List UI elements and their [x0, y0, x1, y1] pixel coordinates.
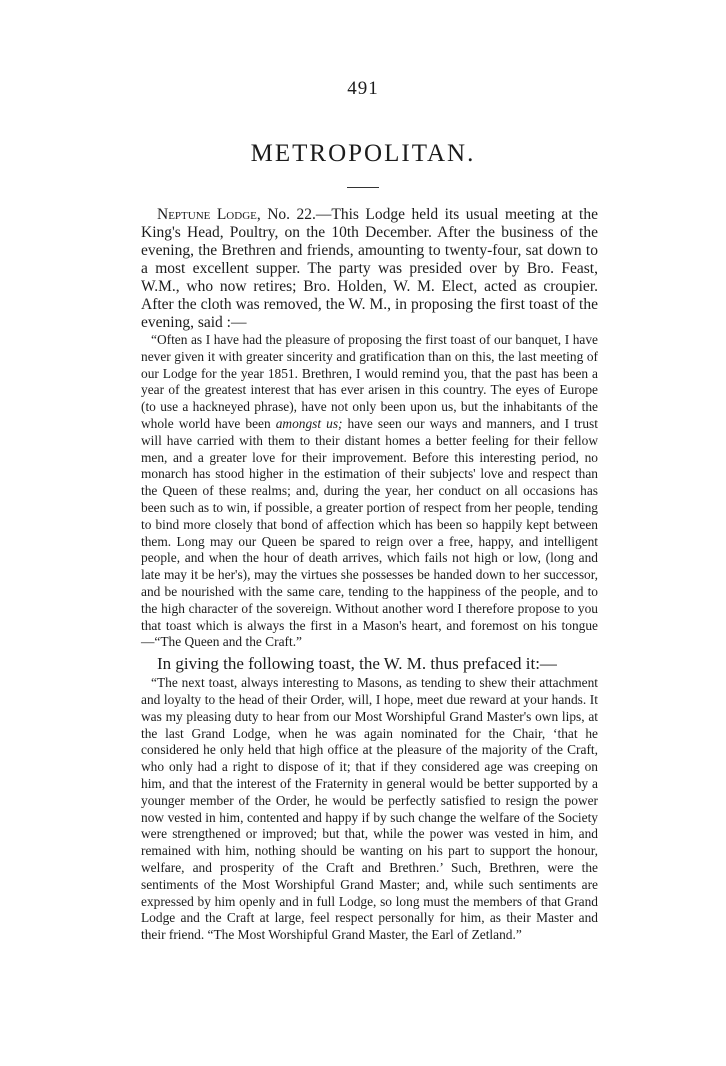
lodge-name: Neptune Lodge — [157, 206, 257, 223]
article-body — [141, 206, 598, 944]
preface-paragraph: In giving the following toast, the W. M. thus prefaced it:— — [157, 654, 557, 674]
queen-toast-text-b: have seen our ways and manners, and I trust will have carried with them to their distant homes a better feeling for their fellow men, and a greater love for their improvement. Before this interesting period, no monarch has stood higher in the estimation of their subjects' love and respect than the Queen of these realms; and, during the year, her conduct on all occasions has been such as to win, if possible, a greater portion of respect from her people, tending to bind more closely that bond of affection which has been so happily kept between them. Long may our Queen be spared to reign over a free, happy, and intelligent people, and when the hour of death arrives, which fails not high or low, (long and late may it be her's), may the virtues she possesses be handed down to her successor, and be nourished with the same care, tending to the happiness of the people, and to the high character of the sovereign. Without another word I therefore propose to you that toast which is always the first in a Mason's heart, and foremost on his tongue—“The Queen and the Craft.” — [141, 415, 598, 650]
page-number: 491 — [347, 78, 379, 99]
queen-toast-quote — [141, 332, 598, 651]
section-title: METROPOLITAN. — [250, 140, 476, 167]
queen-toast-text-a: “Often as I have had the pleasure of proposing the first toast of our banquet, I have never given it with greater sincerity and gratification than on this, the last meeting of our Lodge for the year 1851. Brethren, I would remind you, that the past has been a year of the greatest interest that has ever arisen in this country. The eyes of Europe (to use a hackneyed phrase), have not only been upon us, but the inhabitants of the whole world have been — [141, 332, 598, 431]
intro-paragraph — [141, 206, 598, 332]
intro-text: , No. 22.—This Lodge held its usual meeting at the King's Head, Poultry, on the 10th December. After the business of the evening, the Brethren and friends, amounting to twenty-four, sat down to a most excellent supper. The party was presided over by Bro. Feast, W.M., who now retires; Bro. Holden, W. M. Elect, acted as croupier. After the cloth was removed, the W. M., in proposing the first toast of the evening, said :— — [141, 206, 598, 331]
grand-master-toast-quote: “The next toast, always interesting to Masons, as tending to shew their attachment and loyalty to the head of their Order, will, I hope, meet due reward at your hands. It was my pleasing duty to hear from our Most Worshipful Grand Master's own lips, at the last Grand Lodge, when he was again nominated for the Chair, ‘that he considered he only held that high office at the pleasure of the majority of the Craft, who only had a right to dispose of it; that if they considered age was creeping on him, and that the interest of the Fraternity in general would be better supported by a younger member of the Order, he would be perfectly satisfied to resign the power now vested in him, contented and happy if by such change the welfare of the Society were strengthened or improved; but that, while the power was vested in him, and remained with him, nothing should be wanting on his part to support the honour, welfare, and prosperity of the Craft and Brethren.’ Such, Brethren, were the sentiments of the Most Worshipful Grand Master; and, while such sentiments are expressed by him openly and in full Lodge, so long must the members of that Grand Lodge and the Craft at large, feel respect personally for him, as their Master and their friend. “The Most Worshipful Grand Master, the Earl of Zetland.” — [141, 675, 598, 943]
queen-toast-emphasis: amongst us; — [275, 415, 343, 431]
title-rule — [347, 187, 379, 188]
